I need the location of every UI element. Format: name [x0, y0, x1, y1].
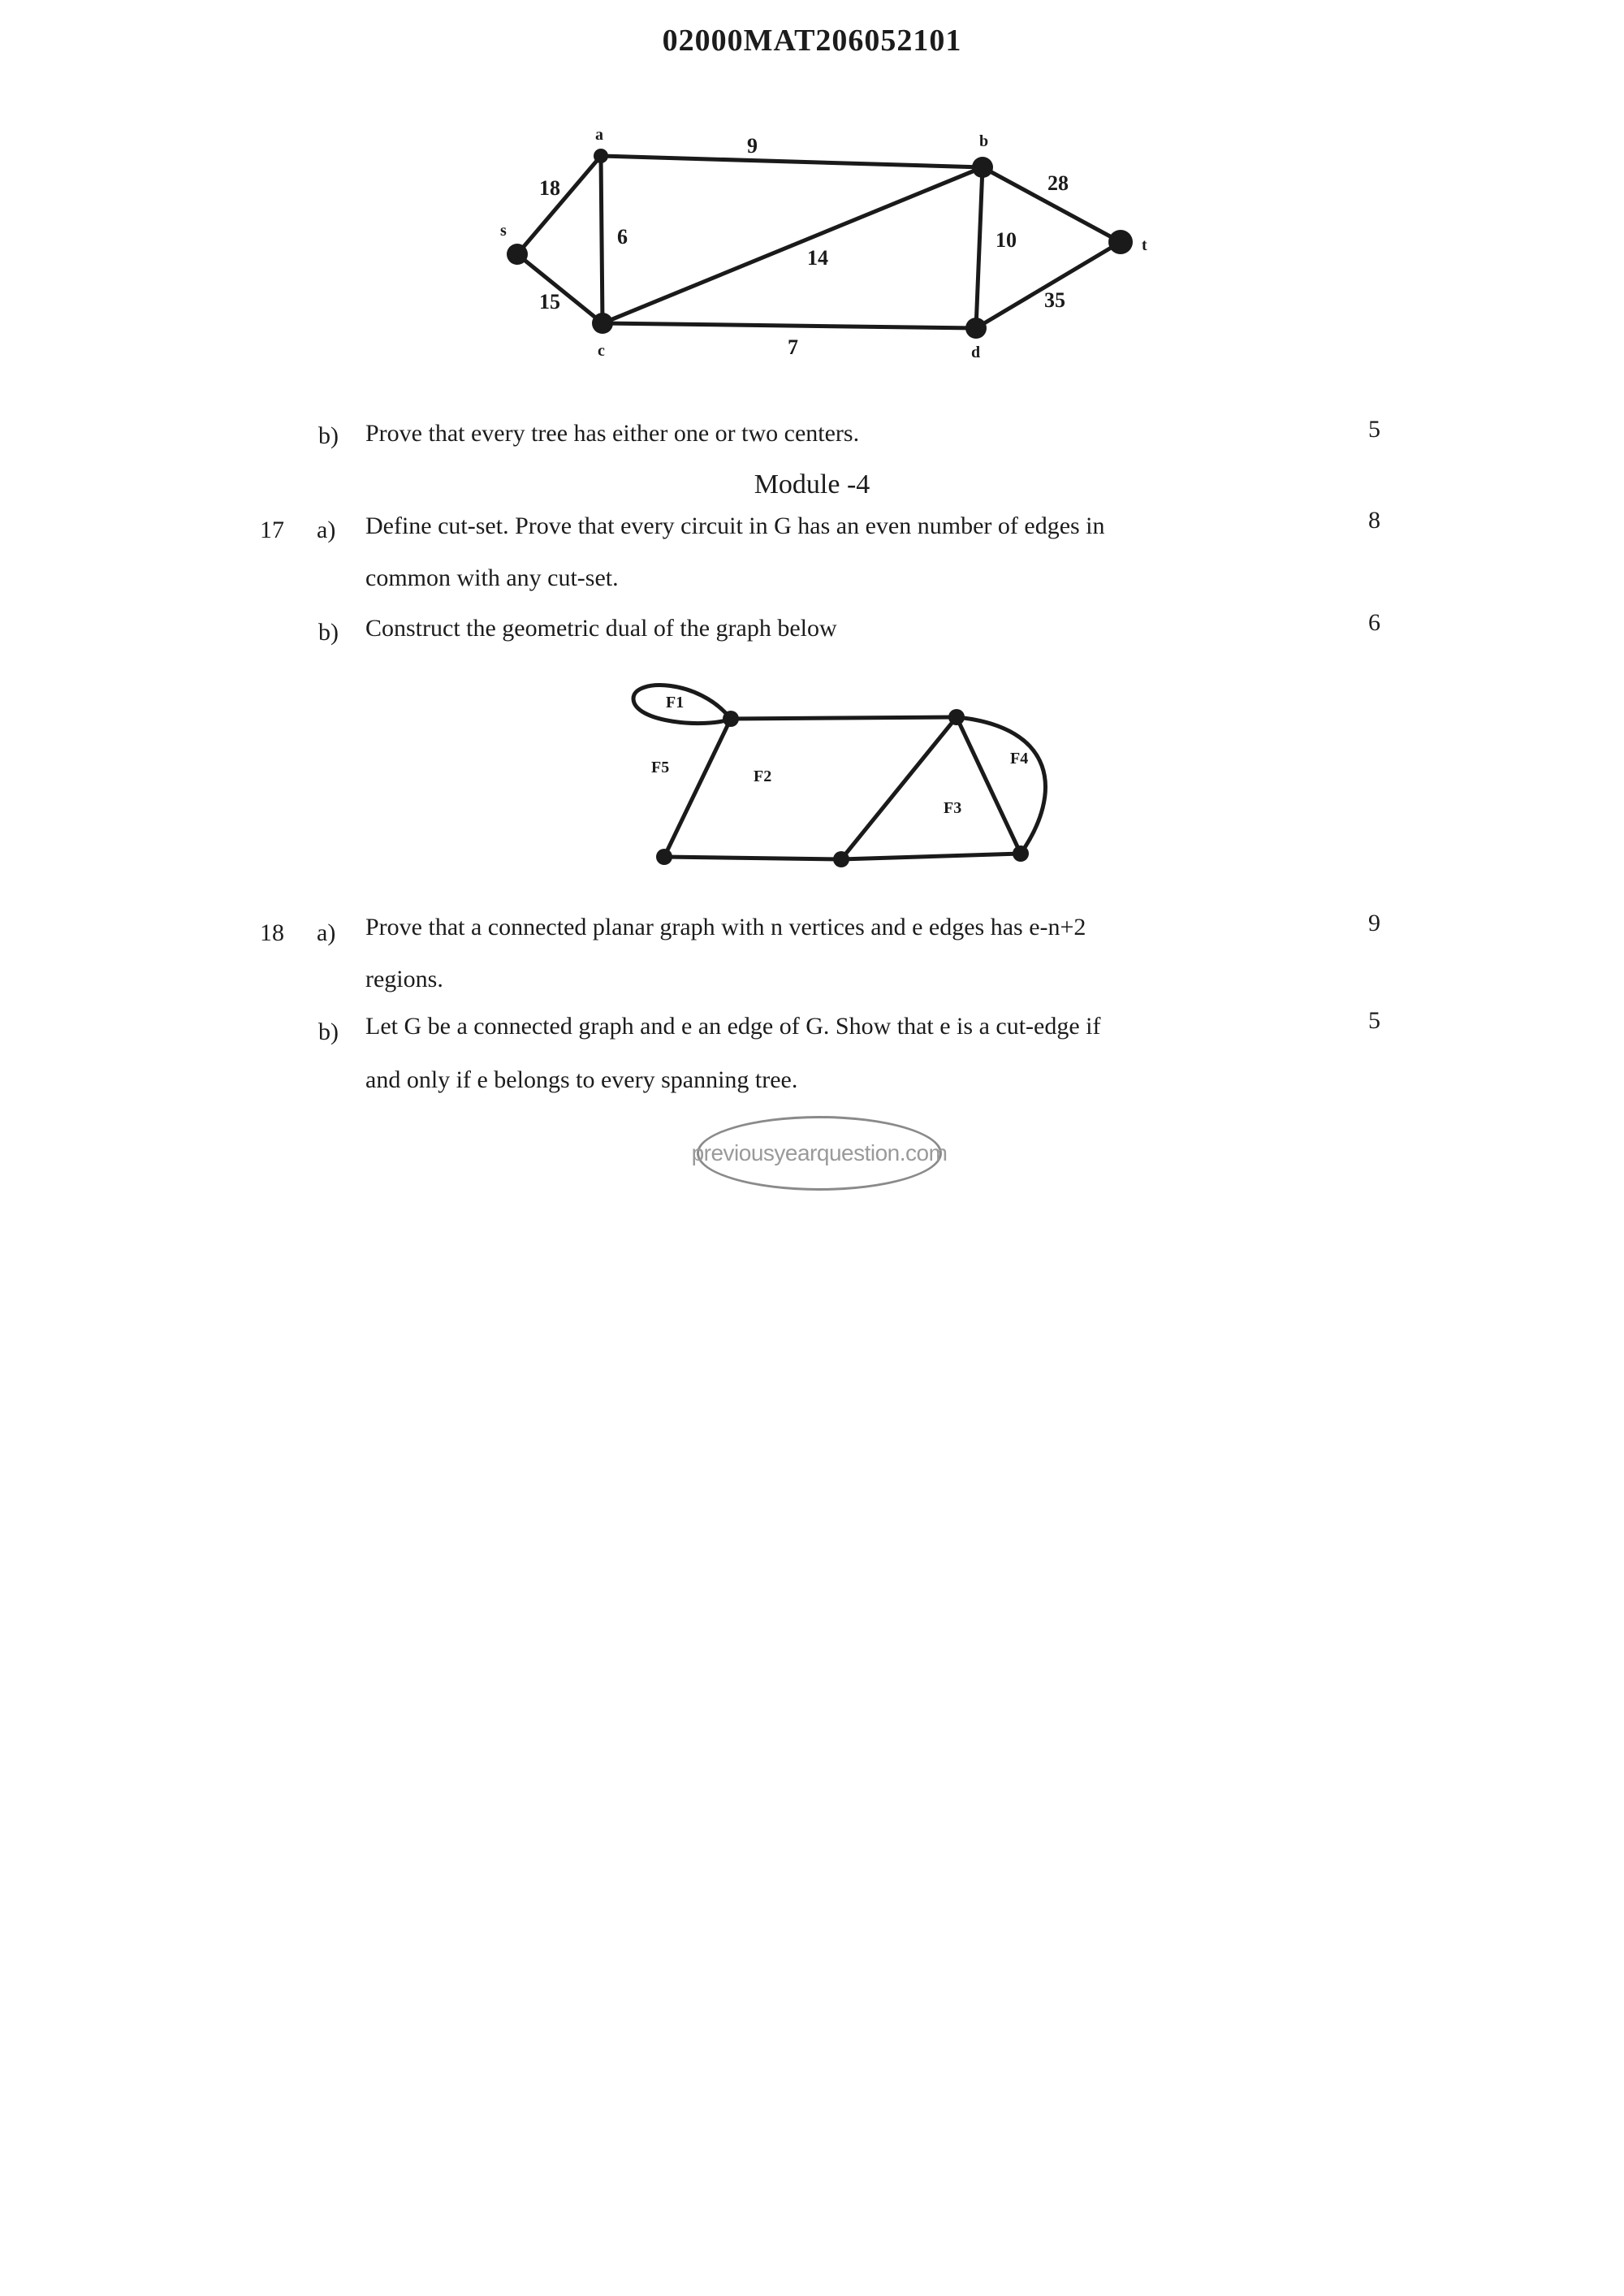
edge-top: [731, 717, 957, 719]
q18b-line1: Let G be a connected graph and e an edge of G. Show that e is a cut-edge if: [365, 1013, 1101, 1040]
weight-c-d: 7: [788, 335, 798, 359]
curved-edge: [957, 717, 1045, 854]
weight-b-d: 10: [996, 228, 1017, 252]
q18a-marks: 9: [1368, 910, 1380, 936]
q18a-line1: Prove that a connected planar graph with n vertices and e edges has e-n+2: [365, 914, 1086, 940]
vertex-b: [972, 157, 993, 178]
q18-number: 18: [260, 919, 284, 946]
vertex-a: [594, 149, 608, 163]
edge-c-d: [603, 323, 976, 328]
vertex-bottom-middle: [833, 851, 849, 867]
face-label-f1: F1: [666, 694, 685, 711]
weight-a-b: 9: [747, 134, 758, 158]
q17a-line1: Define cut-set. Prove that every circuit in G has an even number of edges in: [365, 512, 1105, 539]
edge-bottom-right: [841, 854, 1021, 859]
vertex-label-c: c: [598, 342, 605, 360]
weight-d-t: 35: [1044, 288, 1065, 312]
edge-b-c: [603, 167, 983, 323]
question-paper-code: 02000MAT206052101: [662, 24, 962, 58]
watermark-text: previousyearquestion.com: [691, 1140, 948, 1165]
module-heading: Module -4: [754, 469, 870, 499]
planar-graph-figure: [617, 662, 1072, 873]
vertex-loop: [723, 711, 739, 727]
edge-bottom-left: [664, 857, 841, 859]
vertex-t: [1108, 230, 1133, 254]
edge-a-b: [601, 156, 983, 167]
edge-left: [664, 719, 731, 857]
q17a-sub-label: a): [317, 517, 336, 543]
vertex-top-right: [948, 709, 965, 725]
q17b-sub-label: b): [318, 619, 339, 646]
weight-s-c: 15: [539, 290, 560, 313]
q18b-line2: and only if e belongs to every spanning tree.: [365, 1066, 798, 1093]
vertex-s: [507, 244, 528, 265]
vertex-bottom-right: [1013, 845, 1029, 862]
weight-b-t: 28: [1047, 171, 1069, 195]
q16b-marks: 5: [1368, 416, 1380, 443]
vertex-d: [965, 318, 987, 339]
face-label-f2: F2: [754, 767, 772, 785]
edge-diag-1: [841, 717, 957, 859]
q18a-line2: regions.: [365, 966, 443, 992]
watermark-logo: [691, 1116, 948, 1191]
q16b-text: Prove that every tree has either one or two centers.: [365, 420, 860, 447]
edge-b-d: [976, 167, 983, 328]
q17a-marks: 8: [1368, 507, 1380, 534]
q17a-line2: common with any cut-set.: [365, 564, 619, 591]
face-label-f5: F5: [651, 759, 670, 776]
q18b-marks: 5: [1368, 1007, 1380, 1034]
weight-b-c: 14: [807, 246, 828, 270]
weight-s-a: 18: [539, 176, 560, 200]
vertex-label-t: t: [1142, 236, 1147, 254]
face-label-f3: F3: [944, 799, 962, 817]
q17b-text: Construct the geometric dual of the graph below: [365, 615, 837, 642]
vertex-label-b: b: [979, 132, 989, 150]
edge-diag-2: [957, 717, 1021, 854]
vertex-label-d: d: [971, 344, 981, 361]
vertex-label-a: a: [595, 126, 603, 144]
edge-a-c: [601, 156, 603, 323]
weight-a-c: 6: [617, 225, 628, 249]
vertex-bottom-left: [656, 849, 672, 865]
q17-number: 17: [260, 517, 284, 543]
q16b-sub-label: b): [318, 422, 339, 449]
weighted-graph-figure: [471, 114, 1169, 374]
edge-d-t: [976, 242, 1121, 328]
q18a-sub-label: a): [317, 919, 336, 946]
vertex-c: [592, 313, 613, 334]
q18b-sub-label: b): [318, 1018, 339, 1045]
face-label-f4: F4: [1010, 750, 1029, 767]
vertex-label-s: s: [500, 222, 507, 240]
edge-s-a: [517, 156, 601, 254]
q17b-marks: 6: [1368, 609, 1380, 636]
